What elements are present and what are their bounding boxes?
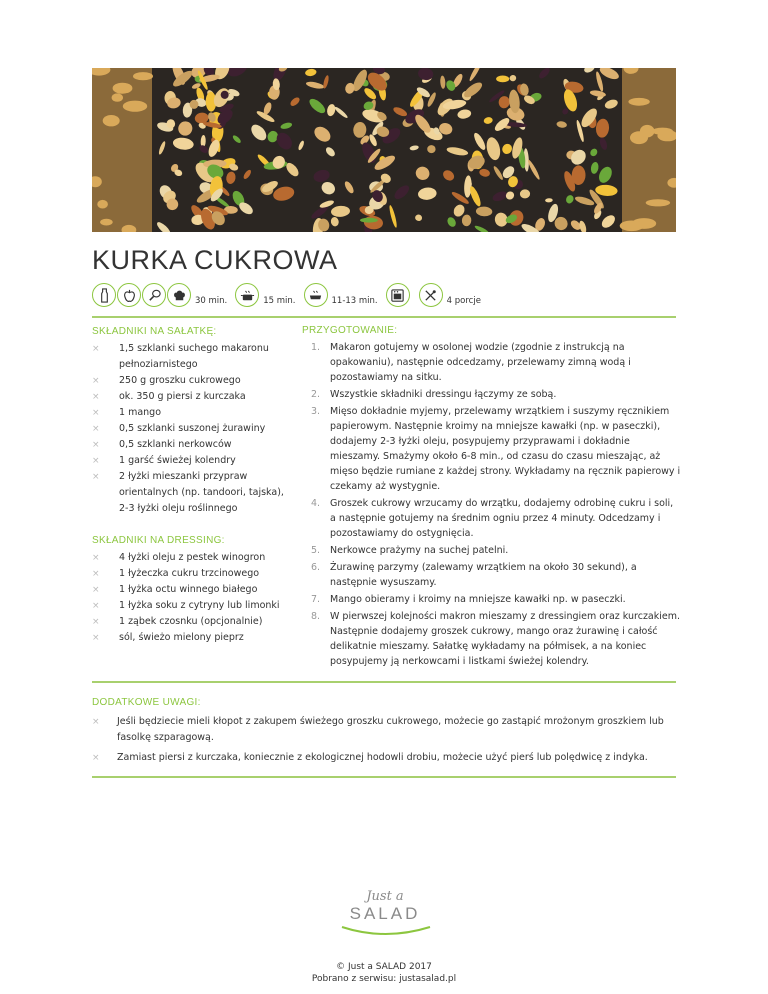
prep-time: 30 min. xyxy=(195,296,228,306)
ingredient-item: × 1 ząbek czosnku (opcjonalnie) xyxy=(92,614,292,630)
step-number: 7. xyxy=(311,594,321,605)
preparation-step xyxy=(302,560,682,590)
logo-text-bottom: SALAD xyxy=(349,904,421,923)
preparation-step xyxy=(302,496,682,541)
notes-heading: DODATKOWE UWAGI: xyxy=(92,697,201,708)
bottle-icon xyxy=(92,283,116,307)
ingredient-item: × 1 garść świeżej kolendry xyxy=(92,453,292,469)
step-text: Nerkowce prażymy na suchej patelni. xyxy=(330,545,509,556)
ingredients-salad xyxy=(92,326,292,517)
ingredient-item: × 1 łyżka octu winnego białego xyxy=(92,582,292,598)
preparation-step xyxy=(302,340,682,385)
step-number: 2. xyxy=(311,389,321,400)
ingredient-item: × 250 g groszku cukrowego xyxy=(92,373,292,389)
step-number: 4. xyxy=(311,498,321,509)
preparation xyxy=(302,325,682,671)
servings: 4 porcje xyxy=(446,296,481,306)
ingredient-item: × 1 mango xyxy=(92,405,292,421)
ingredient-item: × 0,5 szklanki suszonej żurawiny xyxy=(92,421,292,437)
ingredient-item: × 1,5 szklanki suchego makaronu pełnoziarnistego xyxy=(92,341,292,373)
step-text: Żurawinę parzymy (zalewamy wrzątkiem na około 30 sekund), a następnie wysuszamy. xyxy=(330,562,637,588)
footer-copyright: © Just a SALAD 2017 xyxy=(336,962,432,972)
logo-swoosh xyxy=(330,925,440,939)
cutlery-icon xyxy=(419,283,443,307)
chef-hat-icon xyxy=(167,283,191,307)
hero-photo xyxy=(92,68,676,232)
brand-logo xyxy=(330,890,440,950)
preparation-heading: PRZYGOTOWANIE: xyxy=(302,325,398,336)
preparation-step xyxy=(302,543,682,558)
pot-icon xyxy=(235,283,259,307)
notes-list xyxy=(92,714,682,766)
bake-time: 11-13 min. xyxy=(331,296,378,306)
step-text: Mango obieramy i kroimy na mniejsze kawałki np. w paseczki. xyxy=(330,594,626,605)
oven-icon xyxy=(386,283,410,307)
chicken-leg-icon xyxy=(142,283,166,307)
step-text: Groszek cukrowy wrzucamy do wrzątku, dodajemy odrobinę cukru i soli, a następnie gotujemy na średnim ogniu przez 4 minuty. Odcedzamy i pozostawiamy do ostygnięcia. xyxy=(330,498,674,539)
note-item: × Zamiast piersi z kurczaka, koniecznie z ekologicznej hodowli drobiu, możecie użyć pierś lub polędwicę z indyka. xyxy=(92,750,682,766)
preparation-steps xyxy=(302,340,682,669)
recipe-title: KURKA CUKROWA xyxy=(92,245,338,275)
logo-text-top: Just a xyxy=(366,889,404,904)
preparation-step xyxy=(302,592,682,607)
notes xyxy=(92,697,682,770)
ingredient-item: × 1 łyżka soku z cytryny lub limonki xyxy=(92,598,292,614)
divider-mid xyxy=(92,681,676,683)
ingredient-item: × sól, świeżo mielony pieprz xyxy=(92,630,292,646)
step-text: W pierwszej kolejności makron mieszamy z dressingiem oraz kurczakiem. Następnie dodajemy groszek cukrowy, mango oraz żurawinę i całość delikatnie mieszamy. Sałatkę wykładamy na półmisek, a na koniec posypujemy ją nerkowcami i listkami świeżej kolendry. xyxy=(330,611,681,667)
step-text: Mięso dokładnie myjemy, przelewamy wrzątkiem i suszymy ręcznikiem papierowym. Następnie kroimy na mniejsze kawałki (np. w paseczki), dodajemy 2-3 łyżki oleju, posypujemy przyprawami i dokładnie mieszamy. Smażymy około 6-8 min., od czasu do czasu mieszając, aż mięso będzie rumiane z każdej strony. Wykładamy na ręcznik papierowy i czekamy aż wystygnie. xyxy=(330,406,681,492)
step-text: Makaron gotujemy w osolonej wodzie (zgodnie z instrukcją na opakowaniu), następnie odcedzamy, przelewamy zimną wodą i pozostawiamy na sitku. xyxy=(330,342,631,383)
divider-top xyxy=(92,316,676,318)
ingredient-item: × 0,5 szklanki nerkowców xyxy=(92,437,292,453)
apple-icon xyxy=(117,283,141,307)
ingredient-item: × 1 łyżeczka cukru trzcinowego xyxy=(92,566,292,582)
step-number: 8. xyxy=(311,611,321,622)
step-number: 1. xyxy=(311,342,321,353)
ingredients-dressing-heading: SKŁADNIKI NA DRESSING: xyxy=(92,535,225,546)
ingredient-item: × 2 łyżki mieszanki przypraw orientalnych (np. tandoori, tajska), 2-3 łyżki oleju roślinnego xyxy=(92,469,292,517)
step-number: 6. xyxy=(311,562,321,573)
recipe-meta-row xyxy=(92,279,489,307)
ingredients-salad-heading: SKŁADNIKI NA SAŁATKĘ: xyxy=(92,326,217,337)
note-item: × Jeśli będziecie mieli kłopot z zakupem świeżego groszku cukrowego, możecie go zastąpić mrożonym groszkiem lub fasolkę szparagową. xyxy=(92,714,682,746)
step-text: Wszystkie składniki dressingu łączymy ze sobą. xyxy=(330,389,557,400)
ingredient-item: × 4 łyżki oleju z pestek winogron xyxy=(92,550,292,566)
step-number: 5. xyxy=(311,545,321,556)
step-number: 3. xyxy=(311,406,321,417)
pan-icon xyxy=(304,283,328,307)
preparation-step xyxy=(302,387,682,402)
preparation-step xyxy=(302,404,682,494)
divider-bottom xyxy=(92,776,676,778)
footer-source: Pobrano z serwisu: justasalad.pl xyxy=(311,974,457,984)
cook-time: 15 min. xyxy=(263,296,296,306)
ingredients-dressing-list xyxy=(92,550,292,646)
ingredients-dressing xyxy=(92,535,292,646)
preparation-step xyxy=(302,609,682,669)
ingredient-item: × ok. 350 g piersi z kurczaka xyxy=(92,389,292,405)
ingredients-salad-list xyxy=(92,341,292,517)
